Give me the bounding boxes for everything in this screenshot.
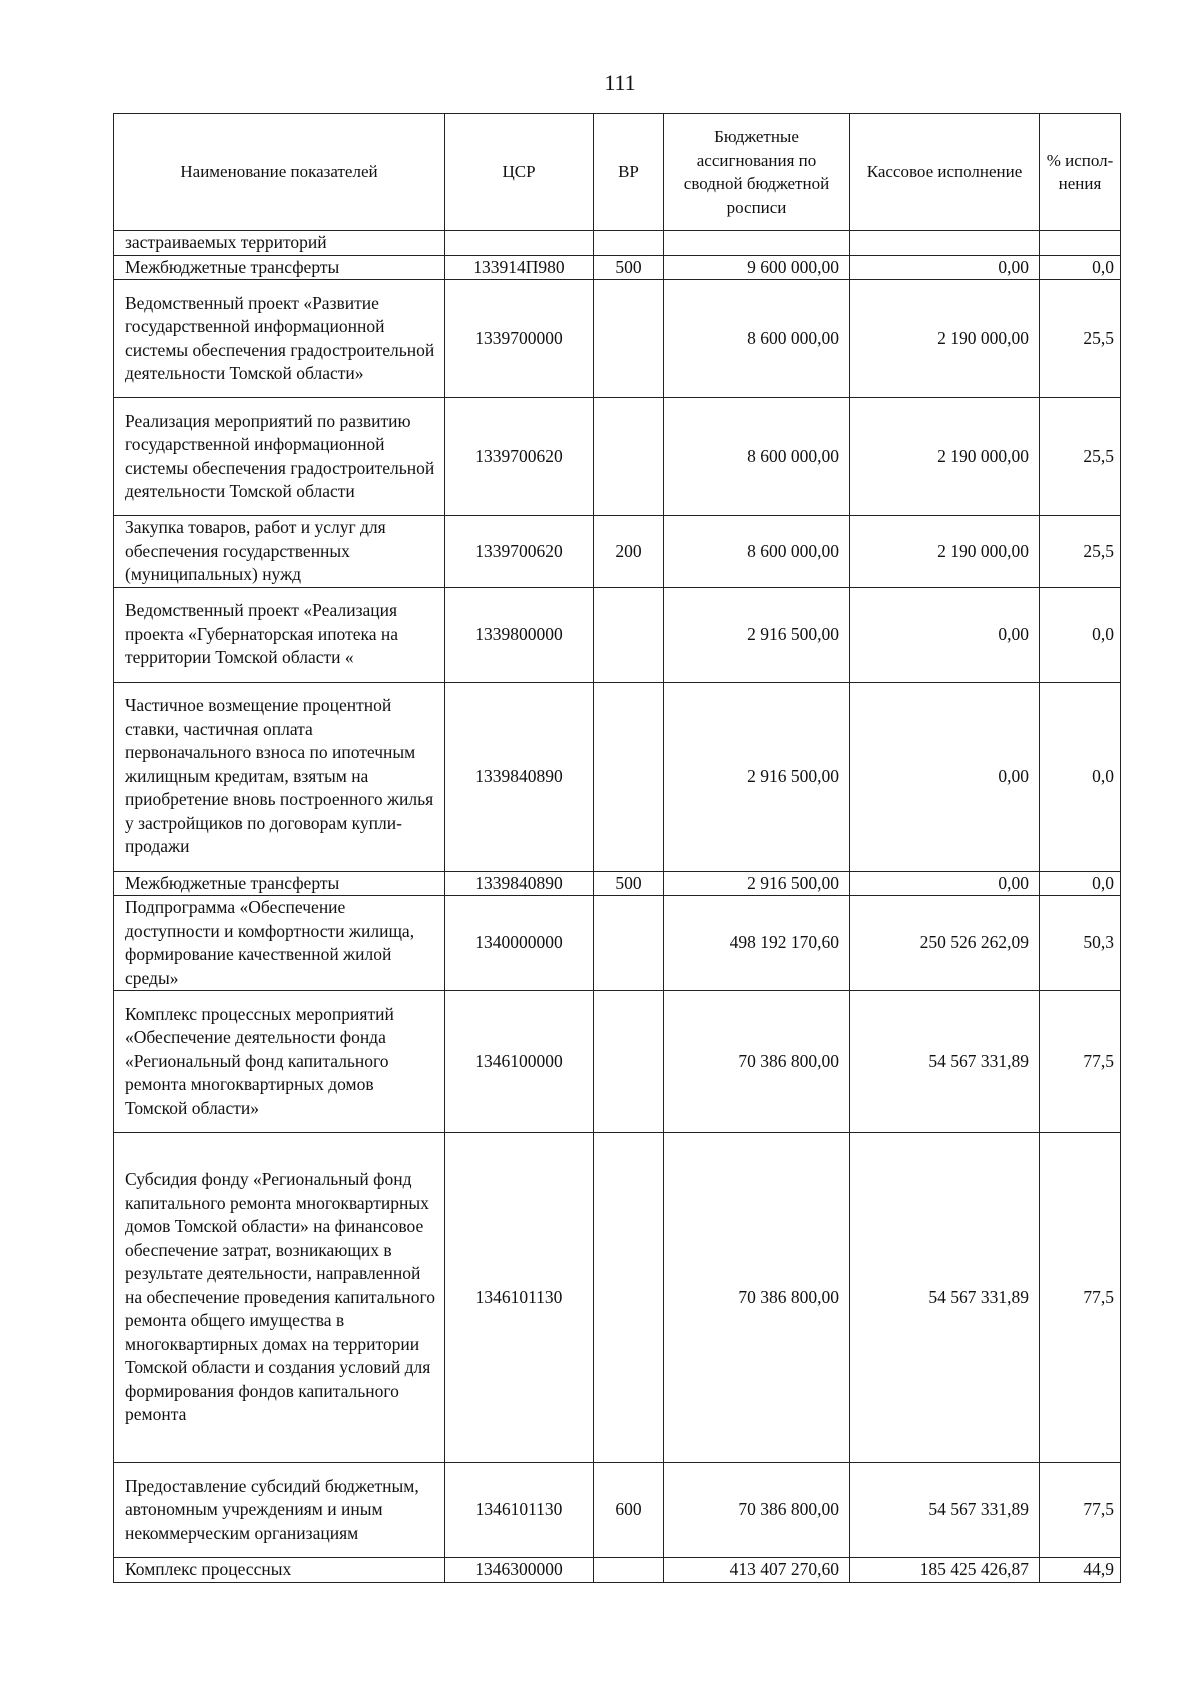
row-name: Предоставление субсидий бюджетным, автономным учреждениям и иным некоммерческим организациям xyxy=(114,1463,445,1558)
row-plan: 498 192 170,60 xyxy=(664,896,850,991)
table-row xyxy=(114,991,1121,1133)
row-name: застраиваемых территорий xyxy=(114,231,445,256)
row-name: Подпрограмма «Обеспечение доступности и комфортности жилища, формирование качественной жилой среды» xyxy=(114,896,445,991)
row-pct: 44,9 xyxy=(1040,1558,1121,1583)
table-row xyxy=(114,280,1121,398)
row-exec: 54 567 331,89 xyxy=(850,991,1040,1133)
row-pct: 25,5 xyxy=(1040,280,1121,398)
header-exec: Кассовое исполнение xyxy=(850,114,1040,231)
row-pct: 50,3 xyxy=(1040,896,1121,991)
row-exec: 2 190 000,00 xyxy=(850,280,1040,398)
header-vr: ВР xyxy=(594,114,664,231)
budget-execution-table xyxy=(113,113,1121,1583)
row-csr: 1339840890 xyxy=(445,871,594,896)
row-vr: 600 xyxy=(594,1463,664,1558)
row-pct xyxy=(1040,231,1121,256)
row-exec: 0,00 xyxy=(850,587,1040,682)
row-vr xyxy=(594,1558,664,1583)
row-exec: 185 425 426,87 xyxy=(850,1558,1040,1583)
page-number: 111 xyxy=(604,70,636,95)
row-csr: 1346100000 xyxy=(445,991,594,1133)
table-row xyxy=(114,1133,1121,1463)
table-row xyxy=(114,1463,1121,1558)
row-pct: 25,5 xyxy=(1040,398,1121,516)
row-exec: 54 567 331,89 xyxy=(850,1463,1040,1558)
table-row xyxy=(114,896,1121,991)
row-plan: 8 600 000,00 xyxy=(664,398,850,516)
row-csr: 1346101130 xyxy=(445,1133,594,1463)
row-vr xyxy=(594,398,664,516)
row-csr: 1339840890 xyxy=(445,682,594,871)
row-pct: 0,0 xyxy=(1040,682,1121,871)
row-vr xyxy=(594,280,664,398)
row-vr: 200 xyxy=(594,516,664,588)
row-plan: 413 407 270,60 xyxy=(664,1558,850,1583)
row-plan: 70 386 800,00 xyxy=(664,1463,850,1558)
table-row xyxy=(114,682,1121,871)
table-header-row xyxy=(114,114,1121,231)
row-csr: 1339700620 xyxy=(445,398,594,516)
row-csr xyxy=(445,231,594,256)
row-vr: 500 xyxy=(594,255,664,280)
row-csr: 1339700620 xyxy=(445,516,594,588)
row-exec: 2 190 000,00 xyxy=(850,398,1040,516)
row-pct: 0,0 xyxy=(1040,587,1121,682)
row-exec: 54 567 331,89 xyxy=(850,1133,1040,1463)
row-csr: 1339800000 xyxy=(445,587,594,682)
row-plan xyxy=(664,231,850,256)
row-name: Реализация мероприятий по развитию государственной информационной системы обеспечения градостроительной деятельности Томской области xyxy=(114,398,445,516)
row-vr xyxy=(594,896,664,991)
row-exec: 0,00 xyxy=(850,871,1040,896)
row-plan: 9 600 000,00 xyxy=(664,255,850,280)
row-vr xyxy=(594,587,664,682)
header-plan: Бюджетные ассигнования по сводной бюджетной росписи xyxy=(664,114,850,231)
row-name: Субсидия фонду «Региональный фонд капитального ремонта многоквартирных домов Томской области» на финансовое обеспечение затрат, возникающих в результате деятельности, направленной на обеспечение проведения капитального ремонта общего имущества в многоквартирных домах на территории Томской области и создания условий для формирования фондов капитального ремонта xyxy=(114,1133,445,1463)
table-row xyxy=(114,231,1121,256)
row-csr: 133914П980 xyxy=(445,255,594,280)
row-exec: 0,00 xyxy=(850,255,1040,280)
row-vr xyxy=(594,231,664,256)
header-name: Наименование показателей xyxy=(114,114,445,231)
table-row xyxy=(114,1558,1121,1583)
row-vr xyxy=(594,991,664,1133)
row-name: Комплекс процессных xyxy=(114,1558,445,1583)
row-csr: 1346101130 xyxy=(445,1463,594,1558)
row-pct: 77,5 xyxy=(1040,991,1121,1133)
row-name: Ведомственный проект «Развитие государственной информационной системы обеспечения градостроительной деятельности Томской области» xyxy=(114,280,445,398)
header-csr: ЦСР xyxy=(445,114,594,231)
row-exec: 2 190 000,00 xyxy=(850,516,1040,588)
row-exec: 250 526 262,09 xyxy=(850,896,1040,991)
row-pct: 25,5 xyxy=(1040,516,1121,588)
row-pct: 77,5 xyxy=(1040,1463,1121,1558)
row-name: Частичное возмещение процентной ставки, частичная оплата первоначального взноса по ипотечным жилищным кредитам, взятым на приобретение вновь построенного жилья у застройщиков по договорам купли-продажи xyxy=(114,682,445,871)
row-exec xyxy=(850,231,1040,256)
row-csr: 1340000000 xyxy=(445,896,594,991)
table-row xyxy=(114,516,1121,588)
row-plan: 2 916 500,00 xyxy=(664,871,850,896)
row-name: Комплекс процессных мероприятий «Обеспечение деятельности фонда «Региональный фонд капитального ремонта многоквартирных домов Томской области» xyxy=(114,991,445,1133)
row-plan: 8 600 000,00 xyxy=(664,280,850,398)
table-row xyxy=(114,255,1121,280)
row-name: Закупка товаров, работ и услуг для обеспечения государственных (муниципальных) нужд xyxy=(114,516,445,588)
table-row xyxy=(114,398,1121,516)
row-csr: 1346300000 xyxy=(445,1558,594,1583)
row-plan: 8 600 000,00 xyxy=(664,516,850,588)
row-csr: 1339700000 xyxy=(445,280,594,398)
row-plan: 70 386 800,00 xyxy=(664,1133,850,1463)
row-plan: 2 916 500,00 xyxy=(664,682,850,871)
row-name: Межбюджетные трансферты xyxy=(114,871,445,896)
row-exec: 0,00 xyxy=(850,682,1040,871)
row-vr xyxy=(594,1133,664,1463)
header-pct: % испол-нения xyxy=(1040,114,1121,231)
row-name: Межбюджетные трансферты xyxy=(114,255,445,280)
row-vr xyxy=(594,682,664,871)
row-vr: 500 xyxy=(594,871,664,896)
row-pct: 0,0 xyxy=(1040,255,1121,280)
row-pct: 77,5 xyxy=(1040,1133,1121,1463)
row-pct: 0,0 xyxy=(1040,871,1121,896)
row-plan: 2 916 500,00 xyxy=(664,587,850,682)
table-row xyxy=(114,871,1121,896)
row-plan: 70 386 800,00 xyxy=(664,991,850,1133)
table-row xyxy=(114,587,1121,682)
row-name: Ведомственный проект «Реализация проекта «Губернаторская ипотека на территории Томской области « xyxy=(114,587,445,682)
